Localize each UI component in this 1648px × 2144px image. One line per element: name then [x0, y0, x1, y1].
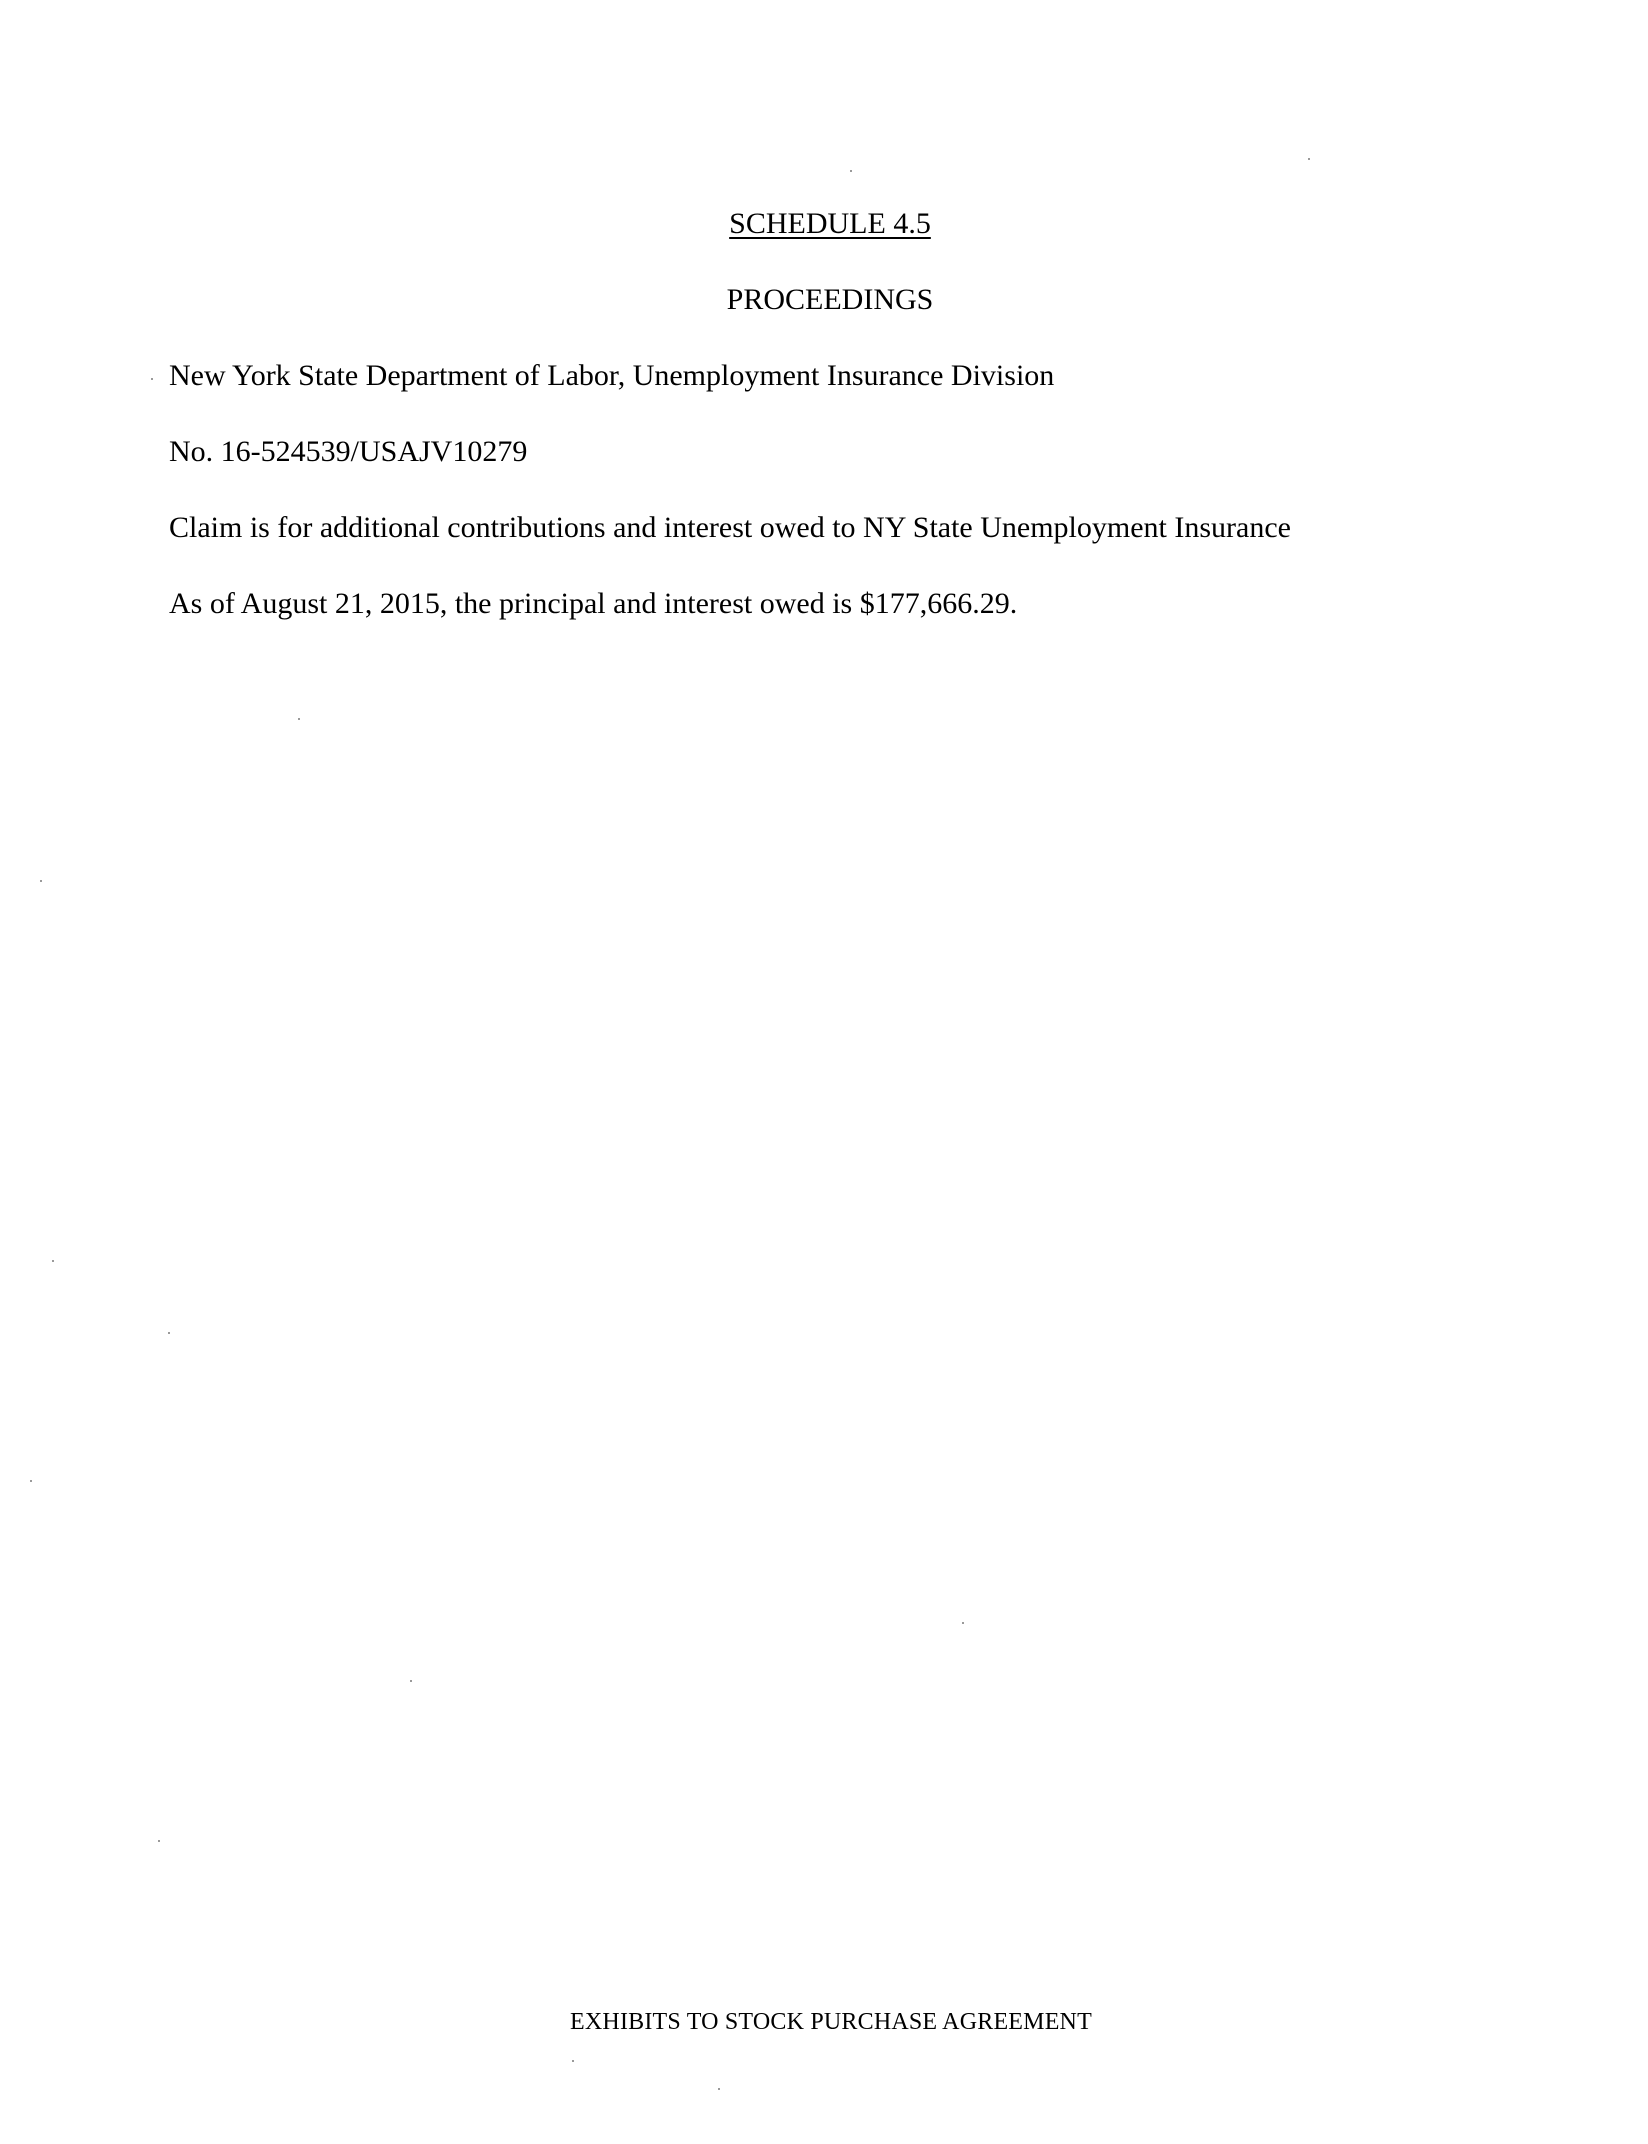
footer-text: EXHIBITS TO STOCK PURCHASE AGREEMENT [570, 2009, 1092, 2035]
scan-speck [1308, 158, 1310, 160]
scan-speck [40, 880, 42, 882]
case-number-line: No. 16-524539/USAJV10279 [169, 435, 528, 468]
schedule-title [6, 206, 1648, 242]
scan-speck [168, 1332, 170, 1334]
scan-speck [572, 2060, 574, 2062]
amount-owed-line: As of August 21, 2015, the principal and interest owed is $177,666.29. [169, 587, 1018, 620]
agency-line: New York State Department of Labor, Unemployment Insurance Division [169, 359, 1055, 392]
page-footer [0, 2007, 1648, 2037]
claim-description-line: Claim is for additional contributions and interest owed to NY State Unemployment Insurance [169, 511, 1291, 544]
scan-speck [298, 718, 300, 720]
scan-speck [30, 1480, 32, 1482]
scan-speck [962, 1622, 964, 1624]
schedule-title-text: SCHEDULE 4.5 [729, 207, 931, 240]
scan-speck [158, 1840, 160, 1842]
scan-speck [718, 2088, 720, 2090]
section-title: PROCEEDINGS [726, 283, 934, 316]
scan-speck [151, 378, 153, 380]
scan-speck [410, 1680, 412, 1682]
scan-speck [850, 170, 852, 172]
scan-speck [52, 1260, 54, 1262]
